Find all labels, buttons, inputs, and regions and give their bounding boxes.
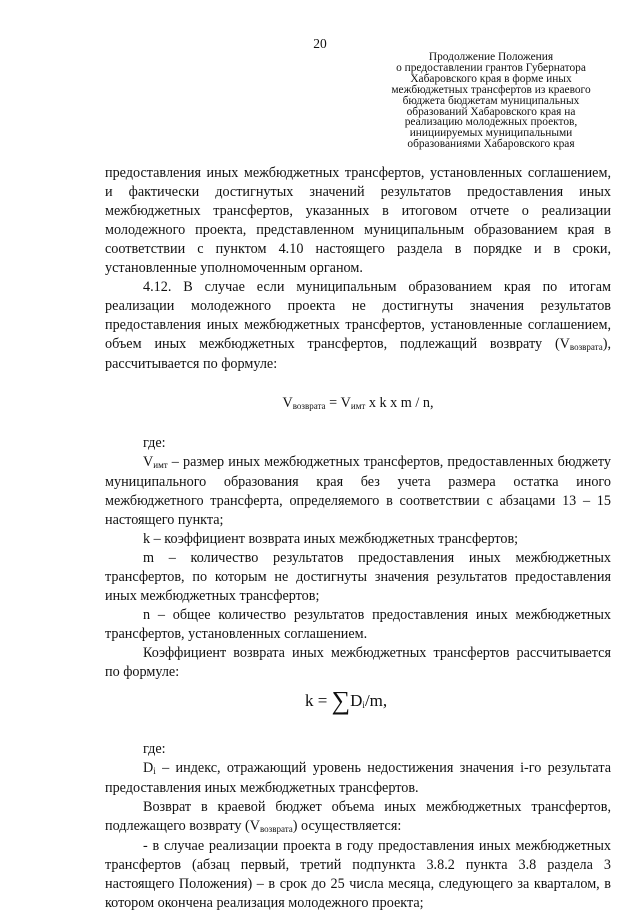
formula-part: x k x m / n, xyxy=(365,395,434,411)
page-number: 20 xyxy=(313,36,327,51)
where-label: где: xyxy=(143,435,166,451)
header-line: о предоставлении грантов Губернатора xyxy=(396,61,586,74)
paragraph: предоставления иных межбюджетных трансфертов, установленных соглашением, и фактически достигнутых значений результатов предоставления иных межбюджетных трансфертов, указанных в итоговом отчете о реализации молодежного проекта, представленном муниципальным образованием края в соответствии с пунктом 4.10 настоящего раздела в порядке и в сроки, установленные уполномоченным органом. xyxy=(105,165,611,276)
formula-part: /m, xyxy=(364,691,388,710)
header-line: Хабаровского края в форме иных xyxy=(410,72,572,85)
header-line: образованиями Хабаровского края xyxy=(407,138,575,151)
symbol: V xyxy=(143,454,154,470)
where-label: где: xyxy=(143,741,166,757)
formula-part: V xyxy=(282,395,293,411)
paragraph: k – коэффициент возврата иных межбюджетных трансфертов; xyxy=(143,531,519,547)
paragraph: m – количество результатов предоставления иных межбюджетных трансфертов, по которым не достигнуты значения результатов предоставления иных межбюджетных трансфертов; xyxy=(105,550,611,604)
subscript: i xyxy=(362,700,365,710)
paragraph-text: 4.12. В случае если муниципальным образованием края по итогам реализации молодежного проекта не достигнуты значения результатов предоставления иных межбюджетных трансфертов, установленные соглашением, объем иных межбюджетных трансфертов, подлежащий возврату (V xyxy=(105,279,611,352)
formula-coefficient xyxy=(305,686,611,718)
symbol: D xyxy=(143,760,154,776)
header-line: бюджета бюджетам муниципальных xyxy=(402,94,580,107)
formula-part: = V xyxy=(325,395,351,411)
formula-return-volume xyxy=(105,394,611,414)
subscript: возврата xyxy=(292,401,326,411)
header-line: реализацию молодежных проектов, xyxy=(404,116,578,129)
header-line: инициируемых муниципальными xyxy=(409,127,573,140)
formula-part: D xyxy=(350,691,363,710)
formula-part: k = xyxy=(305,691,332,710)
paragraph: Коэффициент возврата иных межбюджетных трансфертов рассчитывается по формуле: xyxy=(105,645,611,680)
document-body xyxy=(105,164,611,913)
subscript: имт xyxy=(153,460,168,470)
paragraph xyxy=(105,759,611,798)
paragraph-text: Возврат в краевой бюджет объема иных межбюджетных трансфертов, подлежащего возврату (V xyxy=(105,799,611,834)
paragraph-text: ), рассчитывается по формуле: xyxy=(105,336,611,372)
paragraph: - в случае реализации проекта в году предоставления иных межбюджетных трансфертов (абзац первый, третий подпункта 3.8.2 пункта 3.8 раздела 3 настоящего Положения) – в срок до 25 числа месяца, следующего за кварталом, в котором окончена реализация молодежного проекта; xyxy=(105,838,611,911)
subscript: возврата xyxy=(569,342,603,352)
paragraph-text: – индекс, отражающий уровень недостижения значения i-го результата предоставления иных межбюджетных трансфертов. xyxy=(105,760,611,796)
header-line: Продолжение Положения xyxy=(428,51,554,63)
paragraph-text: – размер иных межбюджетных трансфертов, предоставленных бюджету муниципального образования края без учета размера остатка иного межбюджетного трансферта, определяемого в соответствии с абзацами 13 – 15 настоящего пункта; xyxy=(105,454,611,528)
header-line: межбюджетных трансфертов из краевого xyxy=(391,83,591,96)
subscript: имт xyxy=(350,401,366,411)
paragraph: n – общее количество результатов предоставления иных межбюджетных трансфертов, установленных соглашением. xyxy=(105,607,611,642)
header-line: образований Хабаровского края на xyxy=(406,105,576,118)
paragraph xyxy=(105,798,611,837)
sum-symbol: ∑ xyxy=(331,686,351,715)
subscript: возврата xyxy=(259,824,293,834)
paragraph xyxy=(105,278,611,374)
paragraph xyxy=(105,453,611,530)
document-header xyxy=(366,52,616,150)
subscript: i xyxy=(153,766,156,776)
paragraph-text: ) осуществляется: xyxy=(292,818,402,834)
